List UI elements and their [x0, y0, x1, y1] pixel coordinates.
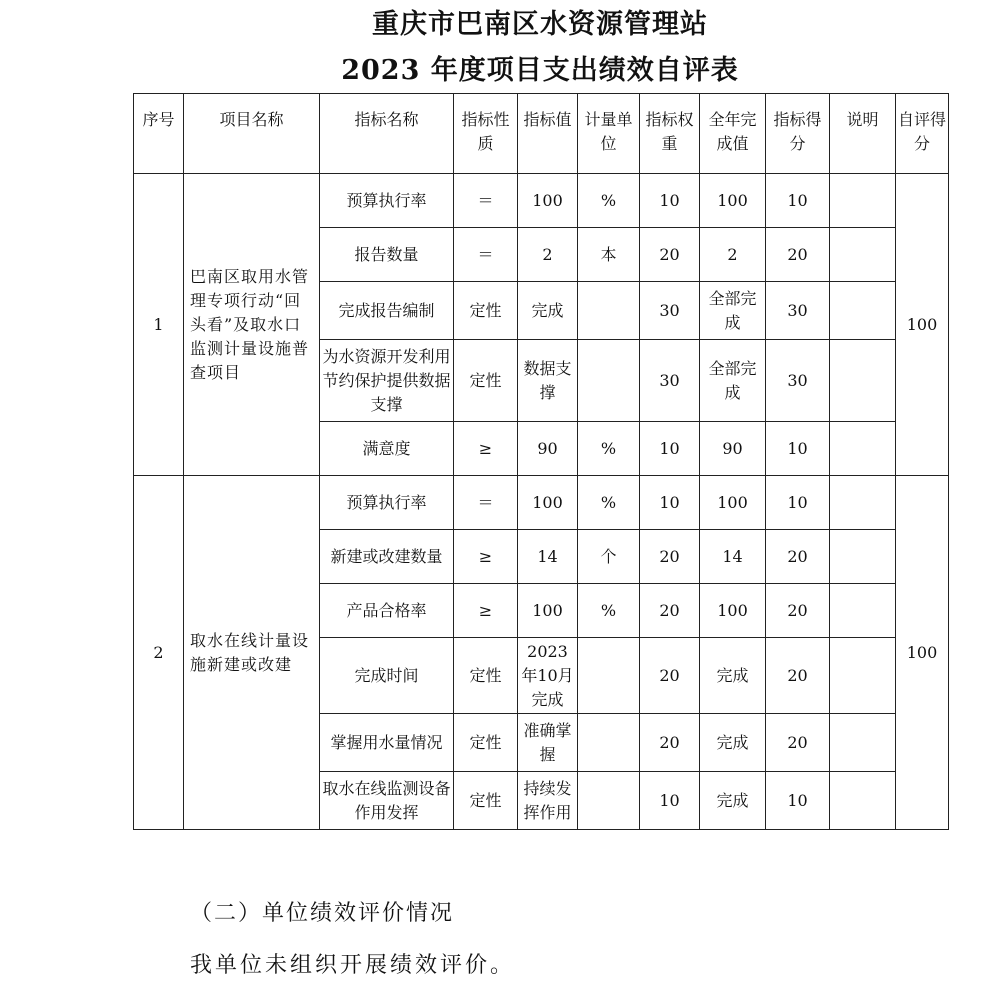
cell-actual: 100: [700, 476, 766, 530]
cell-weight: 20: [640, 638, 700, 714]
cell-actual: 100: [700, 584, 766, 638]
cell-score: 10: [766, 174, 830, 228]
cell-note: [830, 228, 896, 282]
cell-actual: 全部完成: [700, 340, 766, 422]
cell-actual: 完成: [700, 714, 766, 772]
header-weight: 指标权重: [640, 94, 700, 174]
cell-unit: [578, 282, 640, 340]
cell-score: 20: [766, 584, 830, 638]
table-body: [134, 94, 949, 830]
cell-indicator-nature: ≥: [454, 422, 518, 476]
header-indicator-nature: 指标性质: [454, 94, 518, 174]
cell-unit: [578, 714, 640, 772]
cell-indicator-value: 90: [518, 422, 578, 476]
cell-indicator-name: 取水在线监测设备作用发挥: [320, 772, 454, 830]
cell-unit: %: [578, 584, 640, 638]
cell-indicator-nature: ＝: [454, 476, 518, 530]
cell-seq: 2: [134, 476, 184, 830]
cell-indicator-value: 2023年10月完成: [518, 638, 578, 714]
page-subtitle: 2023 年度项目支出绩效自评表: [341, 55, 739, 86]
header-unit: 计量单位: [578, 94, 640, 174]
cell-actual: 2: [700, 228, 766, 282]
cell-weight: 10: [640, 772, 700, 830]
cell-indicator-value: 2: [518, 228, 578, 282]
cell-note: [830, 422, 896, 476]
cell-actual: 100: [700, 174, 766, 228]
cell-unit: 本: [578, 228, 640, 282]
cell-actual: 全部完成: [700, 282, 766, 340]
cell-unit: %: [578, 476, 640, 530]
cell-indicator-name: 掌握用水量情况: [320, 714, 454, 772]
cell-indicator-name: 预算执行率: [320, 174, 454, 228]
cell-indicator-nature: ≥: [454, 530, 518, 584]
cell-score: 10: [766, 772, 830, 830]
cell-score: 20: [766, 638, 830, 714]
table-row: [134, 476, 949, 530]
cell-score: 10: [766, 476, 830, 530]
table-header-row: [134, 94, 949, 174]
header-self-score: 自评得分: [896, 94, 949, 174]
header-indicator-value: 指标值: [518, 94, 578, 174]
section-heading: （二）单位绩效评价情况: [190, 901, 455, 926]
cell-weight: 10: [640, 174, 700, 228]
cell-seq: 1: [134, 174, 184, 476]
cell-note: [830, 772, 896, 830]
cell-note: [830, 282, 896, 340]
cell-weight: 20: [640, 714, 700, 772]
cell-indicator-nature: 定性: [454, 714, 518, 772]
cell-indicator-value: 100: [518, 476, 578, 530]
cell-score: 30: [766, 340, 830, 422]
cell-indicator-name: 满意度: [320, 422, 454, 476]
cell-weight: 20: [640, 228, 700, 282]
cell-note: [830, 174, 896, 228]
cell-project-name: 巴南区取用水管理专项行动“回头看”及取水口监测计量设施普查项目: [184, 174, 320, 476]
cell-indicator-nature: ＝: [454, 228, 518, 282]
cell-score: 20: [766, 530, 830, 584]
cell-indicator-nature: 定性: [454, 340, 518, 422]
cell-score: 20: [766, 228, 830, 282]
cell-indicator-value: 准确掌握: [518, 714, 578, 772]
cell-unit: [578, 340, 640, 422]
cell-indicator-name: 新建或改建数量: [320, 530, 454, 584]
cell-note: [830, 476, 896, 530]
cell-self-score: 100: [896, 476, 949, 830]
cell-actual: 90: [700, 422, 766, 476]
performance-table: [133, 93, 949, 830]
cell-indicator-name: 为水资源开发利用节约保护提供数据支撑: [320, 340, 454, 422]
cell-weight: 20: [640, 584, 700, 638]
cell-indicator-nature: ≥: [454, 584, 518, 638]
cell-indicator-name: 预算执行率: [320, 476, 454, 530]
header-indicator-name: 指标名称: [320, 94, 454, 174]
cell-weight: 10: [640, 422, 700, 476]
cell-indicator-value: 100: [518, 174, 578, 228]
cell-indicator-value: 100: [518, 584, 578, 638]
cell-weight: 20: [640, 530, 700, 584]
cell-indicator-nature: 定性: [454, 638, 518, 714]
cell-actual: 完成: [700, 772, 766, 830]
header-project-name: 项目名称: [184, 94, 320, 174]
header-seq: 序号: [134, 94, 184, 174]
cell-note: [830, 340, 896, 422]
cell-project-name: 取水在线计量设施新建或改建: [184, 476, 320, 830]
cell-note: [830, 584, 896, 638]
cell-indicator-value: 完成: [518, 282, 578, 340]
cell-indicator-name: 报告数量: [320, 228, 454, 282]
cell-self-score: 100: [896, 174, 949, 476]
cell-weight: 10: [640, 476, 700, 530]
header-note: 说明: [830, 94, 896, 174]
section-paragraph: 我单位未组织开展绩效评价。: [190, 953, 516, 978]
header-actual: 全年完成值: [700, 94, 766, 174]
cell-indicator-value: 14: [518, 530, 578, 584]
cell-unit: 个: [578, 530, 640, 584]
cell-unit: %: [578, 422, 640, 476]
cell-score: 20: [766, 714, 830, 772]
cell-actual: 完成: [700, 638, 766, 714]
cell-note: [830, 638, 896, 714]
cell-score: 30: [766, 282, 830, 340]
page-title: 重庆市巴南区水资源管理站: [372, 9, 708, 40]
cell-indicator-name: 完成时间: [320, 638, 454, 714]
table-row: [134, 174, 949, 228]
cell-indicator-name: 完成报告编制: [320, 282, 454, 340]
cell-indicator-name: 产品合格率: [320, 584, 454, 638]
cell-actual: 14: [700, 530, 766, 584]
cell-note: [830, 714, 896, 772]
cell-note: [830, 530, 896, 584]
cell-weight: 30: [640, 340, 700, 422]
cell-weight: 30: [640, 282, 700, 340]
cell-unit: %: [578, 174, 640, 228]
cell-indicator-nature: 定性: [454, 282, 518, 340]
cell-indicator-nature: ＝: [454, 174, 518, 228]
cell-indicator-value: 数据支撑: [518, 340, 578, 422]
header-score: 指标得分: [766, 94, 830, 174]
cell-unit: [578, 772, 640, 830]
cell-indicator-value: 持续发挥作用: [518, 772, 578, 830]
cell-indicator-nature: 定性: [454, 772, 518, 830]
cell-score: 10: [766, 422, 830, 476]
cell-unit: [578, 638, 640, 714]
